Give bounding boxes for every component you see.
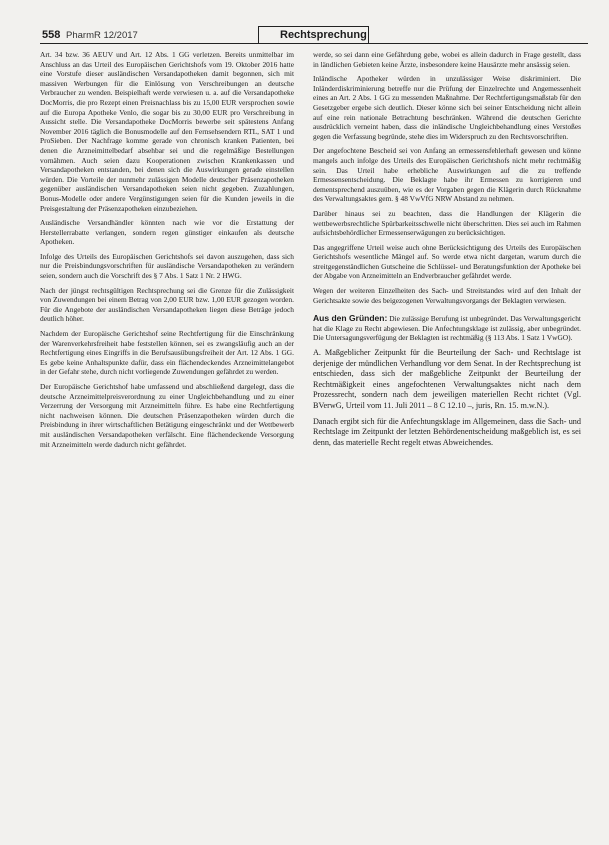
body-paragraph: A. Maßgeblicher Zeitpunkt für die Beurteilung der Sach- und Rechtslage ist derjenige der mündlichen Verhandlung vor dem Senat. In der Rechtsprechung ist entschieden, dass sich der maßgebliche Zeitpunkt der Beurteilung der Rechtmäßigkeit eines angefochtenen Verwaltungsaktes nicht nach dem Prozessrecht, sondern nach dem jeweiligen materiellen Recht richtet (Vgl. BVerwG, Urteil vom 11. Juli 2011 – 8 C 12.10 –, juris, Rn. 15. m.w.N.). (313, 348, 581, 410)
page-header (40, 24, 588, 44)
body-paragraph: Wegen der weiteren Einzelheiten des Sach- und Streitstandes wird auf den Inhalt der Gerichtsakte sowie des beigezogenen Verwaltungsvorgangs der Beklagten verwiesen. (313, 286, 581, 305)
body-paragraph: Das angegriffene Urteil weise auch ohne Berücksichtigung des Urteils des Europäischen Gerichtshofs wesentliche Mängel auf. So werde etwa nicht dargetan, warum durch die streitgegenständlichen Gutscheine die Schlüssel- und Beratungsfunktion der Apotheke bei der Abgabe von Arzneimitteln an Endverbraucher gefährdet werde. (313, 242, 581, 281)
body-paragraph: werde, so sei dann eine Gefährdung gebe, wobei es allein dadurch in Frage gestellt, dass in ländlichen Gebieten keine Ärzte, insbesondere keine Hausärzte mehr ansässig seien. (313, 50, 581, 69)
body-paragraph: Ausländische Versandhändler könnten nach wie vor die Erstattung der Herstellerrabatte verlangen, sondern regen günstiger einkaufen als deutsche Apotheken. (40, 218, 294, 247)
journal-citation: PharmR 12/2017 (66, 30, 138, 41)
body-paragraph: Nach der jüngst rechtsgültigen Rechtsprechung sei die Grenze für die Zulässigkeit von Zuwendungen bei einem Betrag von 2,00 EUR bzw. 1,00 EUR gezogen worden. Für die Angebote der ausländischen Versandapotheken liegen diese Beträge jedoch deutlich höher. (40, 285, 294, 324)
body-paragraph: Nachdem der Europäische Gerichtshof seine Rechtfertigung für die Einschränkung der Warenverkehrsfreiheit habe feststellen können, sei es zwangsläufig auch an der Rechtfertigung eines Eingriffs in die Berufsausübungsfreiheit der Art. 12 Abs. 1 GG. Es gebe keine Anhaltspunkte dafür, dass ein flächendeckendes Arzneimittelangebot in der Gefahr stehe, durch nicht vorliegende Zuwendungen gefährdet zu werden. (40, 329, 294, 377)
section-title: Rechtsprechung (280, 29, 367, 41)
body-paragraph: Danach ergibt sich für die Anfechtungsklage im Allgemeinen, dass die Sach- und Rechtslage im Zeitpunkt der letzten Behördenentscheidung maßgeblich ist, es sei denn, das materielle Recht regelt etwas Abweichendes. (313, 416, 581, 447)
grounds-intro: Die zulässige Berufung ist unbegründet. Das Verwaltungsgericht hat die Klage zu Recht abgewiesen. Die Anfechtungsklage ist zulässig, aber unbegründet. Die Untersagungsverfügung der Beklagten ist rechtmäßig (§ 113 Abs. 1 Satz 1 VwGO). (313, 314, 581, 343)
header-rule (40, 43, 588, 44)
body-paragraph: Infolge des Urteils des Europäischen Gerichtshofs sei davon auszugehen, dass sich nur die Preisbindungsvorschriften für ausländische Versandapotheken zu verändern seien, sondern auch die Vorschrift des § 7 Abs. 1 Satz 1 Nr. 2 HWG. (40, 251, 294, 281)
body-paragraph: Darüber hinaus sei zu beachten, dass die Handlungen der Klägerin die wettbewerbsrechtliche Spürbarkeitsschwelle nicht überschritten. Dies sei auch im Rahmen aufsichtsbehördlicher Ermessenserwägungen zu berücksichtigen. (313, 208, 581, 238)
right-column (313, 50, 581, 453)
grounds-label: Aus den Gründen: (313, 313, 388, 324)
left-column (40, 50, 294, 454)
page-number: 558 (42, 29, 61, 41)
grounds-paragraph (313, 314, 581, 343)
body-paragraph: Der Europäische Gerichtshof habe umfassend und abschließend dargelegt, dass die deutsche Arzneimittelpreisverordnung zu einer Ungleichbehandlung und zu einer Verzerrung der Versorgung mit Arzneimitteln führe. Es habe eine Rechtfertigung nicht nachweisen können. Die deutschen Präsenzapotheken würden durch die Preisbindung in ihrer wirtschaftlichen Betätigung eingeschränkt und der Wettbewerb mit ausländischen Versandapotheken verfälscht. Eine flächendeckende Versorgung mit Arzneimitteln werde dadurch nicht gefährdet. (40, 382, 294, 449)
body-paragraph: Inländische Apotheker würden in unzulässiger Weise diskriminiert. Die Inländerdiskriminierung betreffe nur die Prüfung der Einzelrechte und Angemessenheit eines an Art. 2 Abs. 1 GG zu messenden Maßnahme. Der Rechtfertigungsmaßstab für den Gesetzgeber ergebe sich deutlich. Dieser könne sich bei seiner Entscheidung nicht allein auf eine rein nationale Betrachtung beschränken. Während die deutschen Gerichte ausdrücklich verneint haben, dass die inländische Ungleichbehandlung eines Verstoßes gegen die Verfassung begründe, stehe dies im Widerspruch zu den Rechtsvorschriften. (313, 74, 581, 141)
body-paragraph: Art. 34 bzw. 36 AEUV und Art. 12 Abs. 1 GG verletzen. Bereits unmittelbar im Anschluss an das Urteil des Europäischen Gerichtshofs vom 19. Oktober 2016 hatte eine Vorstufe dieser ausländischen Versandapotheken damit begonnen, sich mit massiven Werbungen für die Einlösung von Verschreibungen an deutsche Verbraucher zu wenden. Beispielhaft werde verwiesen u. a. auf die Versandapotheke DocMorris, die pro Rezept einen Preisnachlass bis zu 15,00 EUR versprochen sowie auf die Europa Apotheke Venlo, die sogar bis zu 30,00 EUR pro Verschreibung in Aussicht stelle. Die Versandapotheke DocMorris bewerbe seit spätestens Anfang November 2016 täglich die Bonusmodelle auf den Fernsehsendern RTL, SAT 1 und ProSieben. Der Nachfrage komme gerade von chronisch kranken Patienten, bei denen die Arzneimittelbedarf absehbar sei und die regelmäßige Bestellungen vornähmen. Auch seien dazu Kooperationen zwischen Krankenkassen und Versandapotheken entstanden, bei denen sich die Auswirkungen gerade einstellen würden. Die Vorteile der nunmehr zulässigen Modelle deutscher Präsenzapotheken gegenüber ausländischen Versandapotheken seien nicht gegeben. Zuzahlungen, Bonus-Modelle oder andere Vergünstigungen seien für die Kunden jeweils in die Preisgestaltung der Präsenzapotheken einzubeziehen. (40, 50, 294, 213)
body-paragraph: Der angefochtene Bescheid sei von Anfang an ermessensfehlerhaft gewesen und könne mangels auch infolge des Urteils des Europäischen Gerichtshofs nicht mehr rechtmäßig sein. Das Urteil habe erhebliche Auswirkungen auf die zu treffende Ermessensentscheidung. Die Beklagte habe ihr Ermessen zu korrigieren und dementsprechend auszuüben, wie es der Vorgaben gegen die Klägerin durch Rücknahme des Verwaltungsaktes gem. § 48 VwVfG NRW Abstand zu nehmen. (313, 146, 581, 204)
